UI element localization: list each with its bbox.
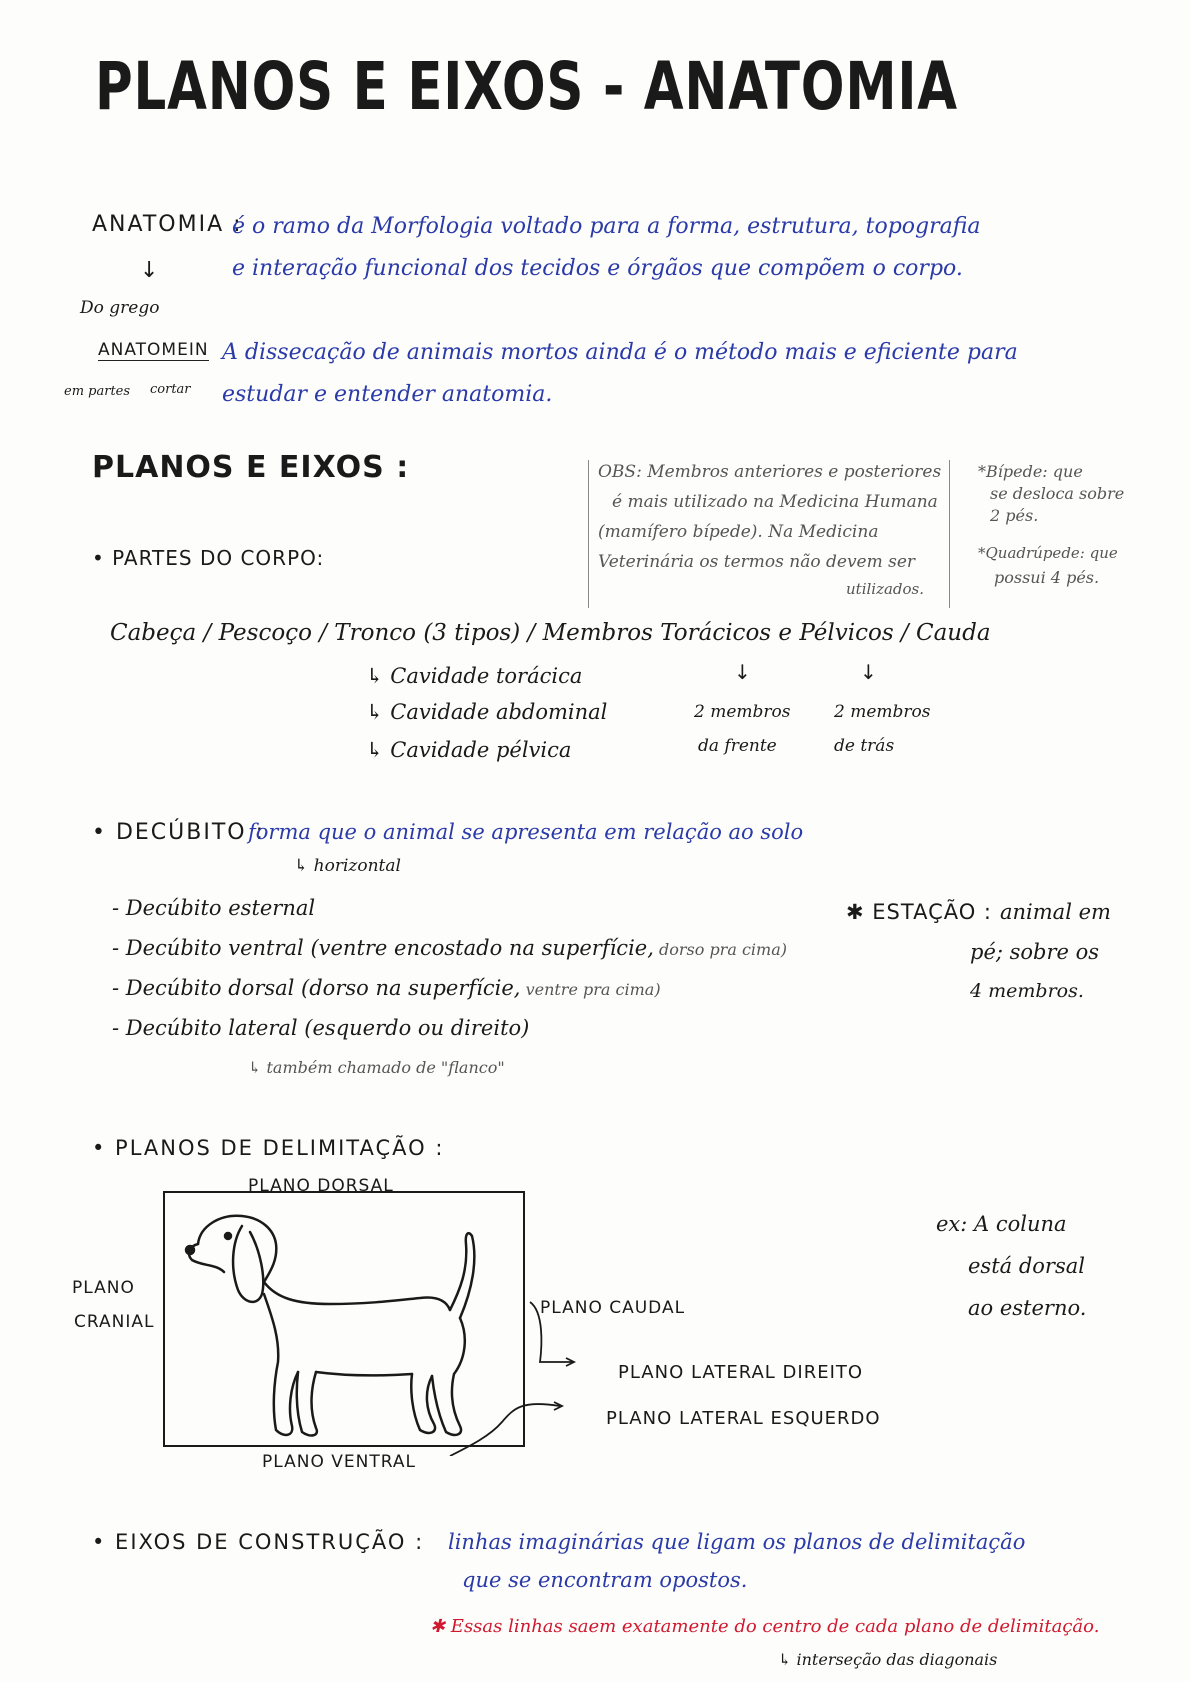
quadrupede-2: possui 4 pés. (994, 568, 1100, 587)
eixos-label: • EIXOS DE CONSTRUÇÃO : (92, 1530, 425, 1554)
decubito-definition: forma que o animal se apresenta em relação ao solo (248, 820, 804, 844)
decubito-sub: ↳ horizontal (294, 856, 401, 876)
quadrupede-1: *Quadrúpede: que (978, 544, 1118, 562)
partes-list: Cabeça / Pescoço / Tronco (3 tipos) / Membros Torácicos e Pélvicos / Cauda (110, 620, 991, 646)
origin-meaning-1: em partes (64, 384, 131, 399)
anatomia-definition-2: e interação funcional dos tecidos e órgãos que compõem o corpo. (232, 256, 963, 281)
obs-line-3: (mamífero bípede). Na Medicina (598, 522, 879, 542)
down-arrow-icon: ↓ (734, 660, 751, 684)
plano-lateral-direito-label: PLANO LATERAL DIREITO (618, 1362, 864, 1383)
eixos-note-sub: ↳ interseção das diagonais (778, 1650, 998, 1669)
toracicos-note-2: da frente (698, 736, 777, 756)
plano-cranial-label-1: PLANO (72, 1278, 135, 1298)
decubito-dorsal (112, 976, 661, 1000)
origin-meaning-2: cortar (150, 382, 191, 397)
dissection-text-2: estudar e entender anatomia. (222, 382, 553, 407)
section-planos-eixos: PLANOS E EIXOS : (92, 450, 410, 485)
plano-ventral-label: PLANO VENTRAL (262, 1452, 416, 1472)
page-title: PLANOS E EIXOS - ANATOMIA (95, 48, 958, 125)
origin-label: Do grego (80, 298, 160, 318)
partes-label: • PARTES DO CORPO: (92, 546, 325, 570)
delimitacao-label: • PLANOS DE DELIMITAÇÃO : (92, 1136, 445, 1160)
eixos-note: ✱ Essas linhas saem exatamente do centro de cada plano de delimitação. (430, 1616, 1100, 1637)
pelvicos-note-1: 2 membros (834, 702, 931, 722)
cavidade-pelvica: ↳ Cavidade pélvica (366, 738, 572, 762)
eixos-definition-1: linhas imaginárias que ligam os planos de delimitação (448, 1530, 1026, 1554)
example-line-3: ao esterno. (968, 1296, 1087, 1320)
anatomia-term: ANATOMIA : (92, 212, 243, 237)
anatomia-definition-1: é o ramo da Morfologia voltado para a forma, estrutura, topografia (232, 214, 981, 239)
decubito-lateral-note: ↳ também chamado de "flanco" (248, 1058, 505, 1077)
dog-outline-icon (186, 1216, 474, 1436)
bipede-2: se desloca sobre (990, 484, 1125, 503)
pelvicos-note-2: de trás (834, 736, 895, 756)
decubito-ventral-note: dorso pra cima) (658, 940, 787, 959)
decubito-ventral-text: - Decúbito ventral (ventre encostado na superfície, (112, 936, 654, 960)
cavidade-toracica: ↳ Cavidade torácica (366, 664, 583, 688)
bipede-1: *Bípede: que (978, 462, 1083, 481)
estacao-line-1: animal em (1000, 900, 1111, 924)
plano-dorsal-label: PLANO DORSAL (248, 1176, 394, 1196)
decubito-lateral: - Decúbito lateral (esquerdo ou direito) (112, 1016, 530, 1040)
dissection-text-1: A dissecação de animais mortos ainda é o método mais e eficiente para (222, 340, 1018, 365)
bipede-3: 2 pés. (990, 506, 1039, 525)
cavidade-abdominal: ↳ Cavidade abdominal (366, 700, 608, 724)
plano-cranial-label-2: CRANIAL (74, 1312, 155, 1332)
obs-line-4: Veterinária os termos não devem ser (598, 552, 916, 572)
down-arrow-icon: ↓ (140, 258, 159, 283)
eixos-definition-2: que se encontram opostos. (462, 1568, 748, 1592)
estacao-line-3: 4 membros. (970, 980, 1084, 1002)
example-line-1: ex: A coluna (936, 1212, 1067, 1236)
obs-line-1: OBS: Membros anteriores e posteriores (598, 462, 942, 482)
decubito-label: • DECÚBITO : (92, 820, 266, 845)
estacao-line-2: pé; sobre os (970, 940, 1100, 964)
obs-line-5: utilizados. (846, 580, 925, 598)
decubito-dorsal-note: ventre pra cima) (525, 980, 661, 999)
obs-line-2: é mais utilizado na Medicina Humana (612, 492, 938, 512)
down-arrow-icon: ↓ (860, 660, 877, 684)
delimitation-diagram (150, 1186, 690, 1456)
plano-lateral-esquerdo-label: PLANO LATERAL ESQUERDO (606, 1408, 881, 1429)
decubito-esternal: - Decúbito esternal (112, 896, 316, 920)
delimitation-box (164, 1192, 524, 1446)
plano-caudal-label: PLANO CAUDAL (540, 1298, 686, 1318)
estacao-label: ✱ ESTAÇÃO : (846, 900, 993, 924)
toracicos-note-1: 2 membros (694, 702, 791, 722)
example-line-2: está dorsal (968, 1254, 1085, 1278)
lateral-arrows (450, 1302, 574, 1456)
decubito-ventral (112, 936, 787, 960)
decubito-dorsal-text: - Decúbito dorsal (dorso na superfície, (112, 976, 521, 1000)
origin-word: ANATOMEIN (98, 340, 209, 360)
